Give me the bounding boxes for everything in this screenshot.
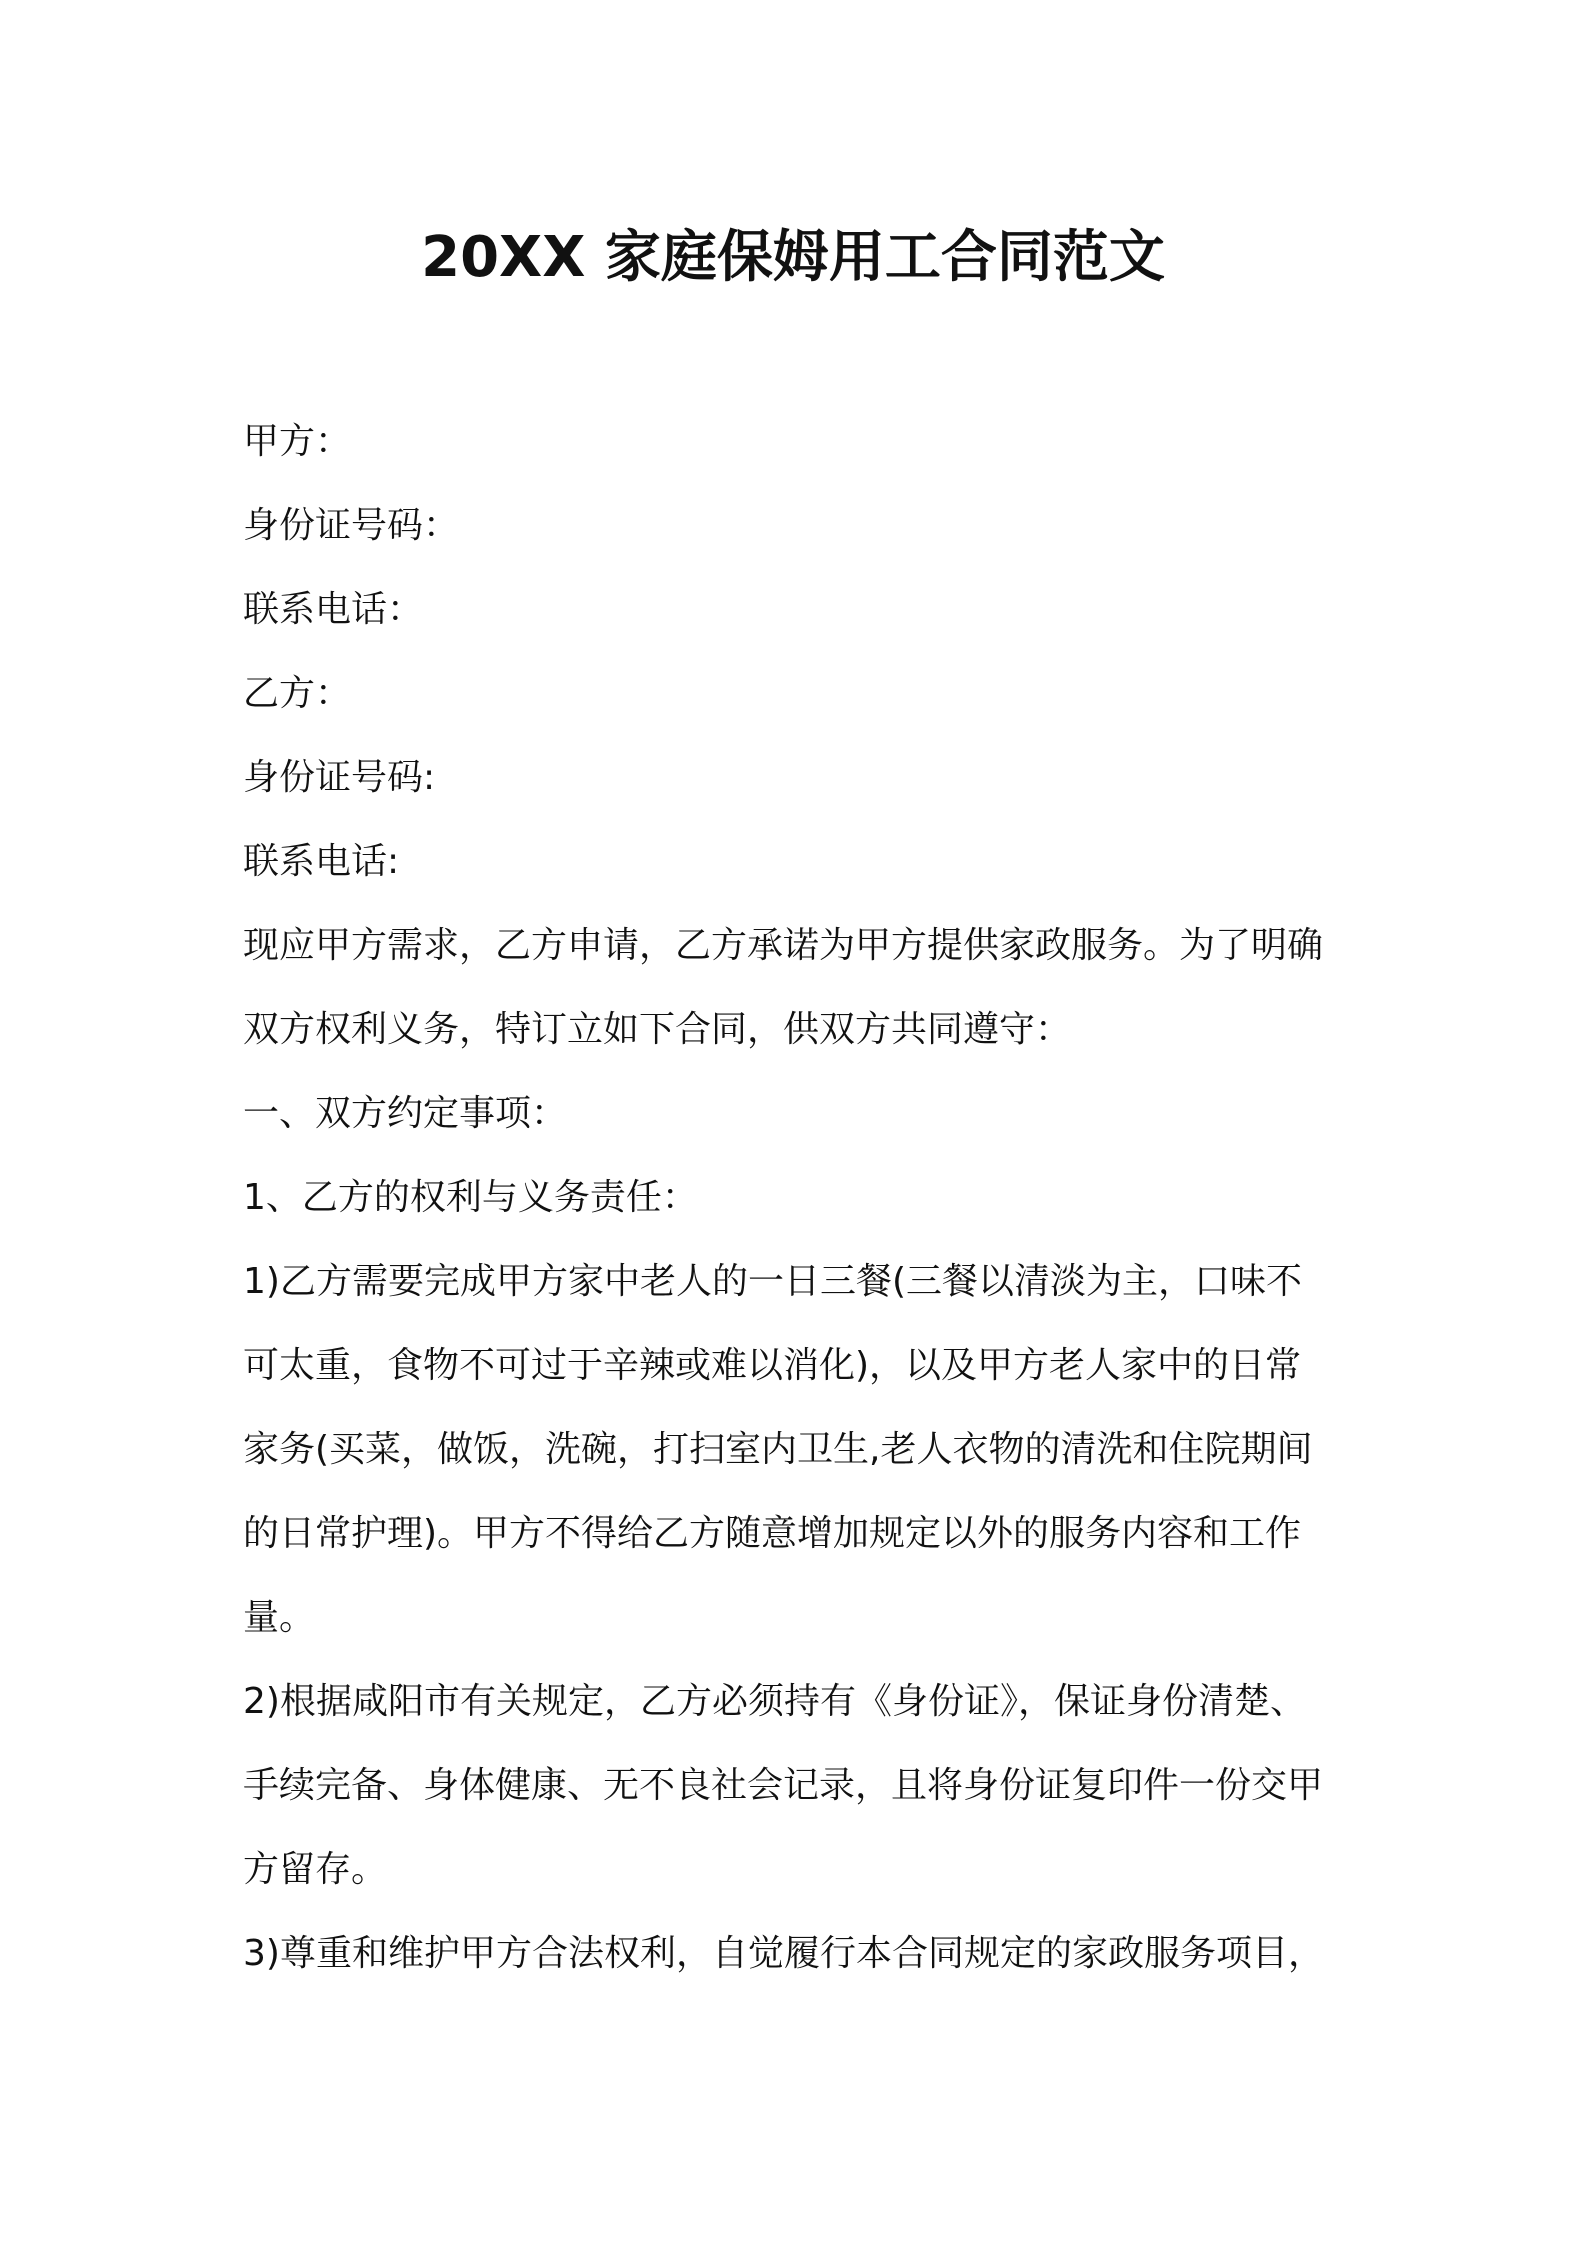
party-a-phone-label: 联系电话：	[243, 589, 424, 630]
document-title: 20XX 家庭保姆用工合同范文	[421, 225, 1165, 290]
clause-1-line-2: 可太重，食物不可过于辛辣或难以消化)，以及甲方老人家中的日常	[243, 1345, 1302, 1386]
clause-2-line-2: 手续完备、身体健康、无不良社会记录，且将身份证复印件一份交甲	[243, 1765, 1324, 1806]
party-b-id-label: 身份证号码:	[243, 757, 436, 798]
document-body	[243, 400, 1355, 1996]
clause-1-line-1: 1)乙方需要完成甲方家中老人的一日三餐(三餐以清淡为主，口味不	[243, 1261, 1302, 1302]
clause-3-line-1: 3)尊重和维护甲方合法权利，自觉履行本合同规定的家政服务项目，	[243, 1933, 1324, 1974]
party-b-phone-label: 联系电话:	[243, 841, 400, 882]
section-heading: 一、双方约定事项：	[243, 1093, 568, 1134]
clause-1-line-4: 的日常护理)。甲方不得给乙方随意增加规定以外的服务内容和工作	[243, 1513, 1302, 1554]
clause-1-line-3: 家务(买菜，做饭，洗碗，打扫室内卫生,老人衣物的清洗和住院期间	[243, 1429, 1313, 1470]
party-a-id-label: 身份证号码：	[243, 505, 460, 546]
preamble-line-2: 双方权利义务，特订立如下合同，供双方共同遵守：	[243, 1009, 1072, 1050]
party-a-label: 甲方：	[243, 421, 352, 462]
party-b-label: 乙方：	[243, 673, 352, 714]
clause-2-line-1: 2)根据咸阳市有关规定，乙方必须持有《身份证》，保证身份清楚、	[243, 1681, 1306, 1722]
clause-1-line-5: 量。	[243, 1597, 316, 1638]
subsection-heading: 1、乙方的权利与义务责任：	[243, 1177, 698, 1218]
preamble-line-1: 现应甲方需求，乙方申请，乙方承诺为甲方提供家政服务。为了明确	[243, 925, 1324, 966]
clause-2-line-3: 方留存。	[243, 1849, 388, 1890]
